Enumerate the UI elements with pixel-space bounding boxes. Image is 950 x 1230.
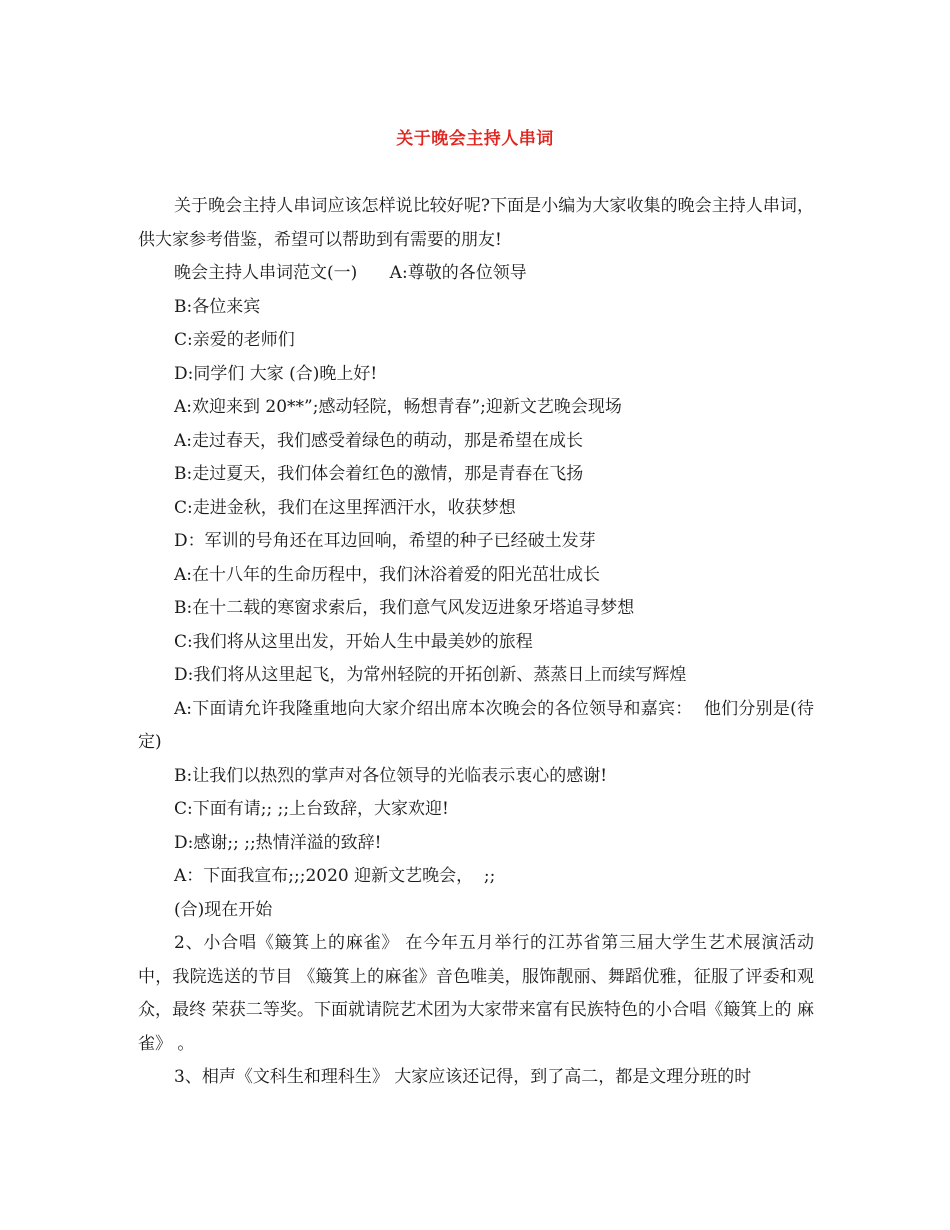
paragraph-line: D:同学们 大家 (合)晚上好! xyxy=(174,363,378,384)
paragraph-line: B:各位来宾 xyxy=(174,296,261,317)
paragraph-line: D：军训的号角还在耳边回响，希望的种子已经破土发芽 xyxy=(174,531,596,551)
paragraph-line: C:我们将从这里出发，开始人生中最美妙的旅程 xyxy=(174,631,533,652)
paragraph-line: A：下面我宣布;;;2020 迎新文艺晚会， ;; xyxy=(174,866,496,886)
document-body xyxy=(138,190,814,1095)
paragraph-line: B:走过夏天，我们体会着红色的激情，那是青春在飞扬 xyxy=(174,464,584,484)
document-title: 关于晚会主持人串词 xyxy=(396,129,554,149)
paragraph-line: B:在十二载的寒窗求索后，我们意气风发迈进象牙塔追寻梦想 xyxy=(174,598,635,618)
paragraph-line: D:我们将从这里起飞，为常州轻院的开拓创新、蒸蒸日上而续写辉煌 xyxy=(174,665,687,685)
paragraph-line: A:在十八年的生命历程中，我们沐浴着爱的阳光茁壮成长 xyxy=(174,564,601,585)
paragraph-line: A:欢迎来到 20**”;感动轻院，畅想青春”;迎新文艺晚会现场 xyxy=(174,397,622,417)
paragraph-item-3: 3、相声《文科生和理科生》 大家应该还记得，到了高二，都是文理分班的时 xyxy=(174,1067,752,1087)
paragraph-item-2: 2、小合唱《簸箕上的麻雀》 在今年五月举行的江苏省第三届大学生艺术展演活动中，我院选送的节目 《簸箕上的麻雀》音色唯美，服饰靓丽、舞蹈优雅，征服了评委和观众，最终 荣获二等奖。下面就请院艺术团为大家带来富有民族特色的小合唱《簸箕上的 麻雀》 。 xyxy=(138,933,814,1054)
paragraph-line: C:下面有请;; ;;上台致辞，大家欢迎! xyxy=(174,799,449,819)
paragraph-line: A:下面请允许我隆重地向大家介绍出席本次晚会的各位领导和嘉宾： 他们分别是(待定) xyxy=(138,698,814,752)
paragraph-line: A:走过春天，我们感受着绿色的萌动，那是希望在成长 xyxy=(174,430,584,451)
paragraph-intro: 关于晚会主持人串词应该怎样说比较好呢?下面是小编为大家收集的晚会主持人串词，供大家参考借鉴，希望可以帮助到有需要的朋友! xyxy=(138,196,814,250)
paragraph-line: C:亲爱的老师们 xyxy=(174,330,295,350)
paragraph-line: C:走进金秋，我们在这里挥洒汗水，收获梦想 xyxy=(174,497,516,518)
paragraph-line: (合)现在开始 xyxy=(174,899,273,920)
paragraph-line: D:感谢;; ;;热情洋溢的致辞! xyxy=(174,832,382,853)
paragraph-line: B:让我们以热烈的掌声对各位领导的光临表示衷心的感谢! xyxy=(174,765,608,786)
paragraph-line: 晚会主持人串词范文(一) A:尊敬的各位领导 xyxy=(174,263,527,283)
